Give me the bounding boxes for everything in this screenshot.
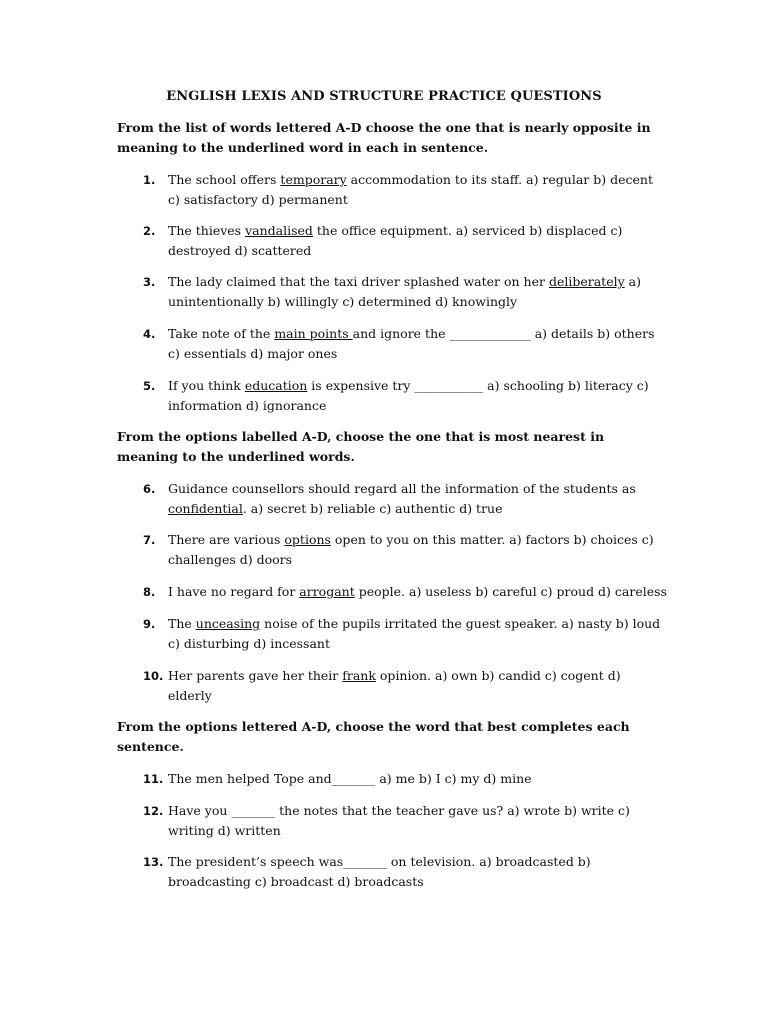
question-text: The president’s speech was_______ on television. a) broadcasted b) broadcasting c) broadcast d) broadcasts (168, 854, 591, 889)
page-title: ENGLISH LEXIS AND STRUCTURE PRACTICE QUESTIONS (166, 89, 602, 104)
underlined-word: vandalised (245, 223, 313, 238)
underlined-word: options (284, 532, 331, 547)
question-text: The men helped Tope and_______ a) me b) I c) my d) mine (168, 771, 532, 786)
question-text: Guidance counsellors should regard all the information of the students as confidential. a) secret b) reliable c) authentic d) true (168, 481, 636, 516)
question-number: 12. (143, 804, 164, 818)
question-text: The unceasing noise of the pupils irritated the guest speaker. a) nasty b) loud c) disturbing d) incessant (168, 616, 661, 651)
question-text: The lady claimed that the taxi driver splashed water on her deliberately a) unintentionally b) willingly c) determined d) knowingly (168, 274, 641, 309)
underlined-word: deliberately (548, 274, 625, 289)
section-1-instruction: From the list of words lettered A-D choose the one that is nearly opposite in meaning to the underlined word in each in sentence. (117, 120, 651, 155)
underlined-word: temporary (280, 172, 347, 187)
question-number: 4. (143, 327, 156, 341)
question-text: If you think education is expensive try ___________ a) schooling b) literacy c) information d) ignorance (168, 378, 649, 413)
question-number: 1. (143, 173, 156, 187)
question-4 (143, 324, 668, 364)
question-8 (143, 582, 668, 602)
underlined-word: main points (274, 326, 353, 341)
question-text: The school offers temporary accommodation to its staff. a) regular b) decent c) satisfactory d) permanent (168, 172, 653, 207)
question-text: Have you _______ the notes that the teacher gave us? a) wrote b) write c) writing d) written (168, 803, 630, 838)
underlined-word: confidential (168, 501, 243, 516)
question-13 (143, 852, 668, 892)
question-1 (143, 170, 668, 210)
question-9 (143, 614, 668, 654)
question-number: 5. (143, 379, 156, 393)
question-text: The thieves vandalised the office equipment. a) serviced b) displaced c) destroyed d) scattered (168, 223, 623, 258)
question-7 (143, 530, 668, 570)
question-number: 7. (143, 533, 156, 547)
question-number: 6. (143, 482, 156, 496)
section-3-instruction: From the options lettered A-D, choose the word that best completes each sentence. (117, 719, 630, 754)
question-text: Her parents gave her their frank opinion. a) own b) candid c) cogent d) elderly (168, 668, 621, 703)
underlined-word: education (244, 378, 308, 393)
underlined-word: arrogant (299, 584, 355, 599)
question-number: 9. (143, 617, 156, 631)
question-2 (143, 221, 668, 261)
question-11 (143, 769, 668, 789)
question-3 (143, 272, 668, 312)
question-5 (143, 376, 668, 416)
question-text: I have no regard for arrogant people. a) useless b) careful c) proud d) careless (168, 584, 667, 599)
underlined-word: unceasing (195, 616, 261, 631)
question-text: Take note of the main points and ignore the _____________ a) details b) others c) essentials d) major ones (168, 326, 655, 361)
underlined-word: frank (342, 668, 376, 683)
question-number: 8. (143, 585, 156, 599)
section-2-instruction: From the options labelled A-D, choose the one that is most nearest in meaning to the underlined words. (117, 429, 605, 464)
question-number: 13. (143, 855, 164, 869)
question-number: 3. (143, 275, 156, 289)
question-10 (143, 666, 668, 706)
question-number: 10. (143, 669, 164, 683)
question-text: There are various options open to you on this matter. a) factors b) choices c) challenges d) doors (168, 532, 654, 567)
question-number: 2. (143, 224, 156, 238)
question-number: 11. (143, 772, 164, 786)
question-6 (143, 479, 668, 519)
question-12 (143, 801, 668, 841)
